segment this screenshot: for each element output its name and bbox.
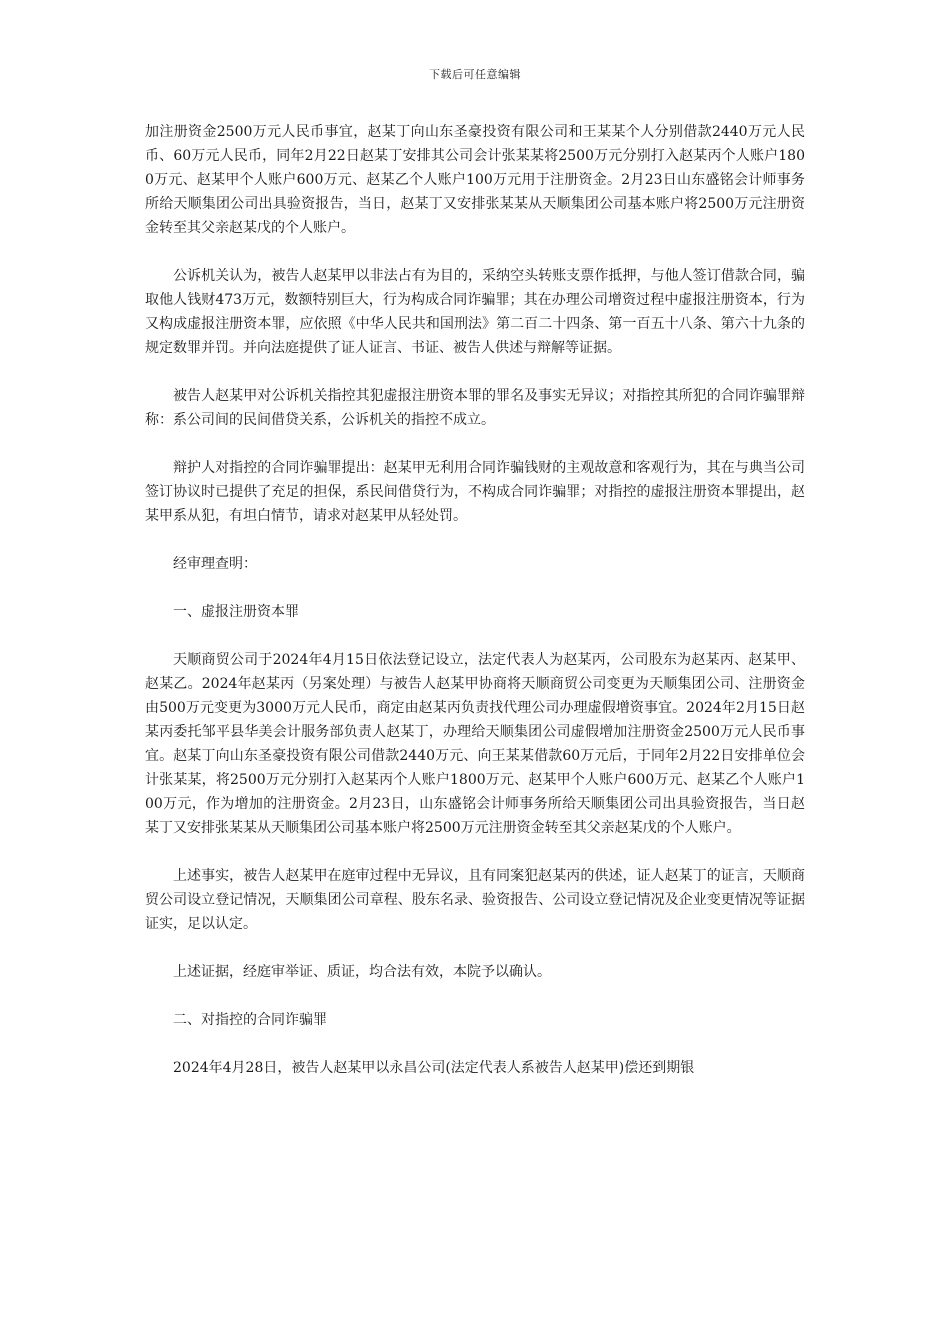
paragraph-defendant-plea: 被告人赵某甲对公诉机关指控其犯虚报注册资本罪的罪名及事实无异议；对指控其所犯的合同诈骗罪辩称：系公司间的民间借贷关系，公诉机关的指控不成立。	[145, 388, 805, 428]
page-header-note: 下载后可任意编辑	[429, 68, 521, 81]
section-heading-two: 二、对指控的合同诈骗罪	[173, 1012, 327, 1028]
paragraph-findings-heading: 经审理查明：	[173, 556, 257, 572]
paragraph-continued: 加注册资金2500万元人民币事宜，赵某丁向山东圣豪投资有限公司和王某某个人分别借款2440万元人民币、60万元人民币，同年2月22日赵某丁安排其公司会计张某某将2500万元分别打入赵某丙个人账户1800万元、赵某甲个人账户600万元、赵某乙个人账户100万元用于注册资金。2月23日山东盛铭会计师事务所给天顺集团公司出具验资报告，当日，赵某丁又安排张某某从天顺集团公司基本账户将2500万元注册资金转至其父亲赵某戊的个人账户。	[145, 124, 805, 236]
section-heading-one: 一、虚报注册资本罪	[173, 604, 299, 620]
document-body	[145, 120, 805, 1104]
paragraph-section-one-facts: 天顺商贸公司于2024年4月15日依法登记设立，法定代表人为赵某丙，公司股东为赵某丙、赵某甲、赵某乙。2024年赵某丙（另案处理）与被告人赵某甲协商将天顺商贸公司变更为天顺集团公司、注册资金由500万元变更为3000万元人民币，商定由赵某丙负责找代理公司办理虚假增资事宜。2024年2月15日赵某丙委托邹平县华美会计服务部负责人赵某丁，办理给天顺集团公司虚假增加注册资金2500万元人民币事宜。赵某丁向山东圣豪投资有限公司借款2440万元、向王某某借款60万元后，于同年2月22日安排单位会计张某某，将2500万元分别打入赵某丙个人账户1800万元、赵某甲个人账户600万元、赵某乙个人账户100万元，作为增加的注册资金。2月23日，山东盛铭会计师事务所给天顺集团公司出具验资报告，当日赵某丁又安排张某某从天顺集团公司基本账户将2500万元注册资金转至其父亲赵某戊的个人账户。	[145, 652, 805, 836]
paragraph-prosecution-view: 公诉机关认为，被告人赵某甲以非法占有为目的，采纳空头转账支票作抵押，与他人签订借款合同，骗取他人钱财473万元，数额特别巨大，行为构成合同诈骗罪；其在办理公司增资过程中虚报注册资本，行为又构成虚报注册资本罪，应依照《中华人民共和国刑法》第二百二十四条、第一百五十八条、第六十九条的规定数罪并罚。并向法庭提供了证人证言、书证、被告人供述与辩解等证据。	[145, 268, 805, 356]
paragraph-evidence-confirmed: 上述证据，经庭审举证、质证，均合法有效，本院予以确认。	[173, 964, 551, 980]
paragraph-section-one-evidence: 上述事实，被告人赵某甲在庭审过程中无异议，且有同案犯赵某丙的供述，证人赵某丁的证言，天顺商贸公司设立登记情况，天顺集团公司章程、股东名录、验资报告、公司设立登记情况及企业变更情况等证据证实，足以认定。	[145, 868, 805, 932]
paragraph-defense-counsel: 辩护人对指控的合同诈骗罪提出：赵某甲无利用合同诈骗钱财的主观故意和客观行为，其在与典当公司签订协议时已提供了充足的担保，系民间借贷行为，不构成合同诈骗罪；对指控的虚报注册资本罪提出，赵某甲系从犯，有坦白情节，请求对赵某甲从轻处罚。	[145, 460, 805, 524]
paragraph-section-two-start: 2024年4月28日，被告人赵某甲以永昌公司(法定代表人系被告人赵某甲)偿还到期银	[173, 1060, 695, 1076]
